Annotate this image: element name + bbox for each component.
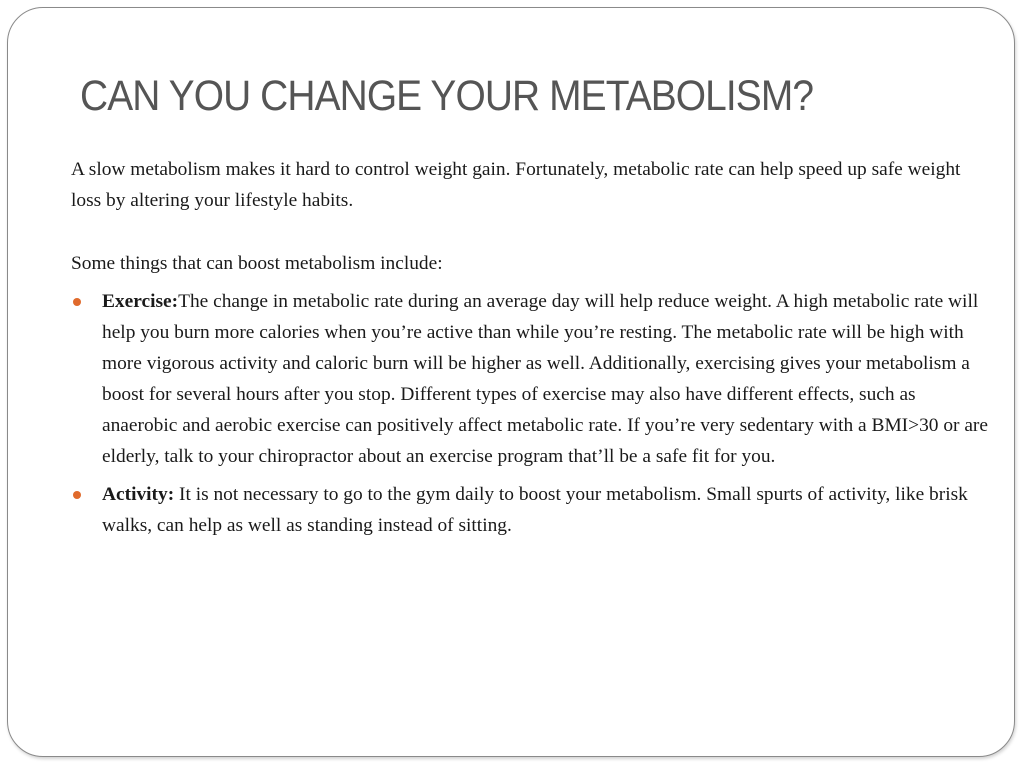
bullet-term: Exercise: xyxy=(102,291,179,312)
bullet-text: The change in metabolic rate during an average day will help reduce weight. A high metabolic rate will help you burn more calories when you’re active than while you’re resting. The metabolic rate will be high with more vigorous activity and caloric burn will be higher as well. Additionally, exercising gives your metabolism a boost for several hours after you stop. Different types of exercise may also have different effects, such as anaerobic and aerobic exercise can positively affect metabolic rate. If you’re very sedentary with a BMI>30 or are elderly, talk to your chiropractor about an exercise program that’ll be a safe fit for you. xyxy=(102,291,988,467)
slide-frame xyxy=(7,7,1015,757)
bullet-term: Activity: xyxy=(102,484,175,505)
slide-title: CAN YOU CHANGE YOUR METABOLISM? xyxy=(80,72,814,120)
bullet-text: It is not necessary to go to the gym daily to boost your metabolism. Small spurts of activity, like brisk walks, can help as well as standing instead of sitting. xyxy=(102,484,968,536)
slide-body xyxy=(71,154,991,548)
bullet-item-activity xyxy=(71,479,991,541)
bullet-dot-icon xyxy=(73,491,81,499)
bullet-dot-icon xyxy=(73,298,81,306)
bullet-item-exercise xyxy=(71,286,991,472)
intro-paragraph: A slow metabolism makes it hard to control weight gain. Fortunately, metabolic rate can help speed up safe weight loss by altering your lifestyle habits. xyxy=(71,159,961,211)
bullet-list xyxy=(71,286,991,541)
lead-paragraph: Some things that can boost metabolism include: xyxy=(71,253,443,274)
